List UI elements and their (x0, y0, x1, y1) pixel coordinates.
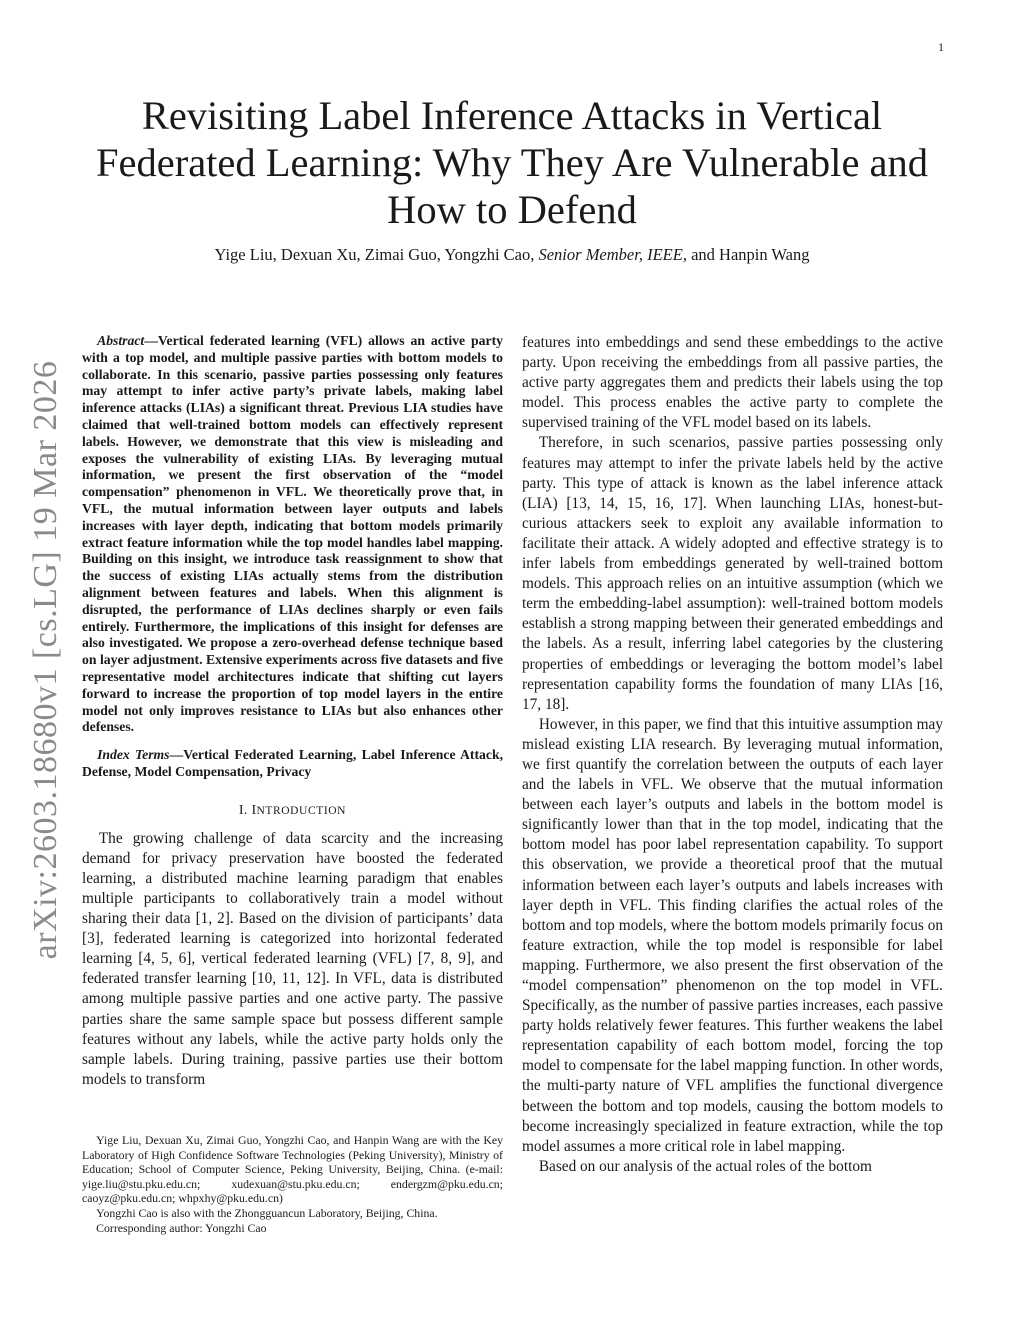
section-title-rest: NTRODUCTION (256, 804, 347, 817)
author-names-first: Yige Liu, Dexuan Xu, Zimai Guo, Yongzhi Cao, (214, 245, 539, 264)
paper-title: Revisiting Label Inference Attacks in Vertical Federated Learning: Why They Are Vulnerable and How to Defend (95, 93, 929, 232)
footnotes (82, 1133, 503, 1235)
index-terms-text: —Vertical Federated Learning, Label Inference Attack, Defense, Model Compensation, Privacy (82, 747, 503, 779)
page-number: 1 (938, 40, 944, 54)
footnote-corresponding-author: Corresponding author: Yongzhi Cao (96, 1220, 267, 1235)
arxiv-identifier-stamp: arXiv:2603.18680v1 [cs.LG] 19 Mar 2026 (27, 360, 64, 960)
footnote-additional-affiliation: Yongzhi Cao is also with the Zhongguancun Laboratory, Beijing, China. (96, 1205, 438, 1220)
abstract-text: —Vertical federated learning (VFL) allows an active party with a top model, and multiple passive parties with bottom models to collaborate. In this scenario, passive parties possessing only features may attempt to infer active party’s private labels, making label inference attacks (LIAs) a significant threat. Previous LIA studies have claimed that well-trained bottom models can effectively represent labels. However, we demonstrate that this view is misleading and exposes the vulnerability of existing LIAs. By leveraging mutual information, we present the first observation of the “model compensation” phenomenon in VFL. We theoretically prove that, in VFL, the mutual information between layer outputs and labels increases with layer depth, indicating that bottom models primarily extract feature information while the top model handles label mapping. Building on this insight, we introduce task reassignment to show that the success of existing LIAs actually stems from the distribution alignment between features and labels. When this alignment is disrupted, the performance of LIAs declines sharply or even fails entirely. Furthermore, the implications of this insight for defenses are also investigated. We propose a zero-overhead defense technique based on layer adjustment. Extensive experiments across five datasets and five representative model architectures indicate that shifting cut layers forward to increase the proportion of top model layers in the entire model not only improves resistance to LIAs but also enhances other defenses. (82, 333, 503, 735)
intro-paragraph: The growing challenge of data scarcity and the increasing demand for privacy preservation have boosted the federated learning, a distributed machine learning paradigm that enables multiple participants to collaboratively train a model without sharing their data [1, 2]. Based on the division of participants’ data [3], federated learning is categorized into horizontal federated learning [4, 5, 6], vertical federated learning (VFL) [7, 8, 9], and federated transfer learning [10, 11, 12]. In VFL, data is distributed among multiple passive parties and one active party. The passive parties share the same sample space but possess different sample features without any labels, while the active party holds only the sample labels. During training, passive parties use their bottom models to transform (82, 829, 503, 1088)
left-column (82, 333, 503, 1090)
author-list (80, 245, 944, 265)
section-heading-introduction (82, 803, 503, 819)
footnote-affiliations: Yige Liu, Dexuan Xu, Zimai Guo, Yongzhi Cao, and Hanpin Wang are with the Key Laboratory of High Confidence Software Technologies (Peking University), Ministry of Education; School of Computer Science, Peking University, Beijing, China. (e-mail: yige.liu@stu.pku.edu.cn; xudexuan@stu.pku.edu.cn; endergzm@pku.edu.cn; caoyz@pku.edu.cn; whpxhy@pku.edu.cn) (82, 1133, 503, 1206)
intro-paragraph: However, in this paper, we find that this intuitive assumption may mislead existing LIA research. By leveraging mutual information, we first quantify the correlation between the outputs of each layer and the labels in VFL. We observe that the mutual information between each layer’s outputs and labels in the bottom model is significantly lower than that in the top model, indicating that the bottom model has poor label representation capability. To support this observation, we provide a theoretical proof that the mutual information between each layer’s outputs and labels increases with layer depth in VFL. This finding clarifies the actual roles of the bottom and top models, where the bottom models primarily focus on feature extraction, while the top model is responsible for label mapping. Furthermore, we also present the first observation of the “model compensation” phenomenon on the top model in VFL. Specifically, as the number of passive parties increases, each passive party holds relatively fewer features. This further weakens the label representation capability of each bottom model, forcing the top model to compensate for the label mapping function. In other words, the multi-party nature of VFL amplifies the functional divergence between the bottom and top models, causing the bottom models to become increasingly specialized in feature extraction, while the top model assumes a more critical role in label mapping. (522, 715, 943, 1155)
abstract-label: Abstract (97, 333, 145, 348)
intro-paragraph: Therefore, in such scenarios, passive parties possessing only features may attempt to infer the private labels held by the active party. This type of attack is known as the label inference attack (LIA) [13, 14, 15, 16, 17]. When launching LIAs, honest-but-curious attackers seek to exploit any available information to facilitate their attack. A widely adopted and effective strategy is to infer labels from embeddings generated by well-trained bottom models. This approach relies on an intuitive assumption (which we term the embedding-label assumption): well-trained bottom models establish a strong mapping between their generated embeddings and the labels. As a result, inferring label categories by the clustering properties of embeddings or leveraging the bottom model’s label representation capability forms the foundation of many LIAs [16, 17, 18]. (522, 434, 943, 713)
index-terms (82, 747, 503, 781)
intro-paragraph-continued: features into embeddings and send these embeddings to the active party. Upon receiving the embeddings from all passive parties, the active party aggregates them and predicts their labels using the top model. This process enables the active party to complete the supervised training of the VFL model based on its labels. (522, 334, 943, 432)
section-title-initial: I (251, 802, 257, 818)
abstract (82, 333, 503, 736)
right-column (522, 333, 943, 1177)
author-membership: Senior Member, IEEE (538, 245, 683, 264)
intro-paragraph: Based on our analysis of the actual roles of the bottom (538, 1157, 872, 1175)
section-numeral: I. (238, 802, 252, 818)
author-names-last: , and Hanpin Wang (682, 245, 810, 264)
index-terms-label: Index Terms (97, 747, 170, 763)
